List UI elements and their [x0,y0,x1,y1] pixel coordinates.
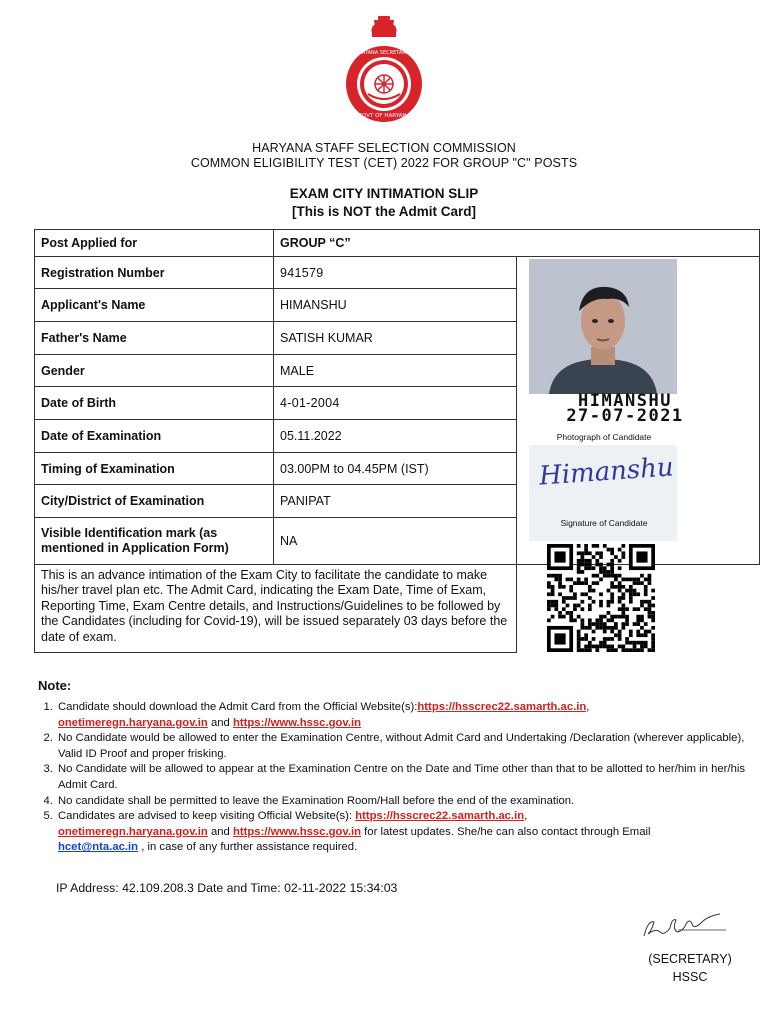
gender-value: MALE [274,355,517,387]
onetimeregn-link[interactable]: onetimeregn.haryana.gov.in [58,716,208,729]
hssc-label: HSSC [672,970,708,984]
emblem-top-text: HARYANA SECRETARIAT [354,50,414,56]
note-text: for latest updates. She/he can also contact through Email [361,825,651,838]
note-text: Candidates are advised to keep visiting Official Website(s): [58,810,356,823]
photo-date-stamp: 27-07-2021 [566,406,684,426]
signature-text: Himanshu [538,452,675,492]
list-item: 2. No Candidate would be allowed to enter the Examination Centre, without Admit Card and Undertaking /Declaration (wherever applicable), Valid ID Proof and proper frisking. [56,731,746,762]
samarth-link[interactable]: https://hsscrec22.samarth.ac.in [417,701,587,713]
note-text: , [586,701,590,713]
exam-date-label: Date of Examination [35,420,274,453]
father-name-value: SATISH KUMAR [274,322,517,355]
onetimeregn-link[interactable]: onetimeregn.haryana.gov.in [58,825,208,838]
post-value: GROUP “C” [274,230,760,257]
identification-mark-label: Visible Identification mark (as mentioned in Application Form) [35,518,274,565]
identification-mark-value: NA [274,518,517,565]
dob-label: Date of Birth [35,387,274,420]
exam-timing-value: 03.00PM to 04.45PM (IST) [274,453,517,485]
list-item: 3. No Candidate will be allowed to appear at the Examination Centre on the Date and Time other than that to be allotted to her/him in her/his Admit Card. [56,762,746,793]
note-text: and [207,825,233,838]
exam-city-label: City/District of Examination [35,485,274,518]
table-row [35,257,760,289]
exam-city-value: PANIPAT [274,485,517,518]
photo-caption: Photograph of Candidate [556,432,652,442]
haryana-emblem-logo [334,14,434,126]
exam-name: COMMON ELIGIBILITY TEST (CET) 2022 FOR GROUP "C" POSTS [190,156,578,170]
list-item [56,700,746,731]
father-name-label: Father's Name [35,322,274,355]
notes-list [38,700,746,856]
secretary-signature [638,910,738,944]
note-text: and [207,716,233,729]
note-text: , [524,810,528,823]
hssc-link[interactable]: https://www.hssc.gov.in [232,825,362,838]
advance-intimation-text: This is an advance intimation of the Exam City to facilitate the candidate to make his/her travel plan etc. The Admit Card, indicating the Exam Date, Time of Exam, Reporting Time, Exam Centre details, and Instructions/Guidelines to be followed by the Candidates (including for Covid-19), will be issued separately 03 days before the date of exam. [35,565,517,653]
hssc-link[interactable]: https://www.hssc.gov.in [232,716,362,729]
dob-value: 4-01-2004 [274,387,517,420]
emblem-bottom-text: GOVT OF HARYANA [357,113,411,119]
ip-datetime-line: IP Address: 42.109.208.3 Date and Time: 02-11-2022 15:34:03 [56,881,398,895]
email-link[interactable]: hcet@nta.ac.in [58,841,139,854]
applicant-name-value: HIMANSHU [274,289,517,322]
exam-timing-label: Timing of Examination [35,453,274,485]
registration-value: 941579 [274,257,517,289]
signature-caption: Signature of Candidate [560,518,648,528]
exam-date-value: 05.11.2022 [274,420,517,453]
photo-signature-cell [517,257,760,565]
registration-label: Registration Number [35,257,274,289]
slip-title: EXAM CITY INTIMATION SLIP [289,186,479,201]
table-row [35,230,760,257]
post-label: Post Applied for [35,230,274,257]
note-text: , in case of any further assistance required. [138,841,358,854]
slip-subtitle: [This is NOT the Admit Card] [291,204,476,219]
note-heading: Note: [38,678,72,693]
gender-label: Gender [35,355,274,387]
qr-code [547,544,655,652]
candidate-photo [529,259,677,394]
photo-name-stamp: HIMANSHU [578,391,672,411]
samarth-link[interactable]: https://hsscrec22.samarth.ac.in [355,810,525,823]
applicant-name-label: Applicant's Name [35,289,274,322]
list-item [56,809,746,856]
note-text: Candidate should download the Admit Card from the Official Website(s): [58,701,418,713]
candidate-details-table [34,229,760,653]
list-item: 4. No candidate shall be permitted to leave the Examination Room/Hall before the end of the examination. [56,794,746,810]
commission-name: HARYANA STAFF SELECTION COMMISSION [252,141,516,155]
secretary-title: (SECRETARY) [648,952,732,966]
